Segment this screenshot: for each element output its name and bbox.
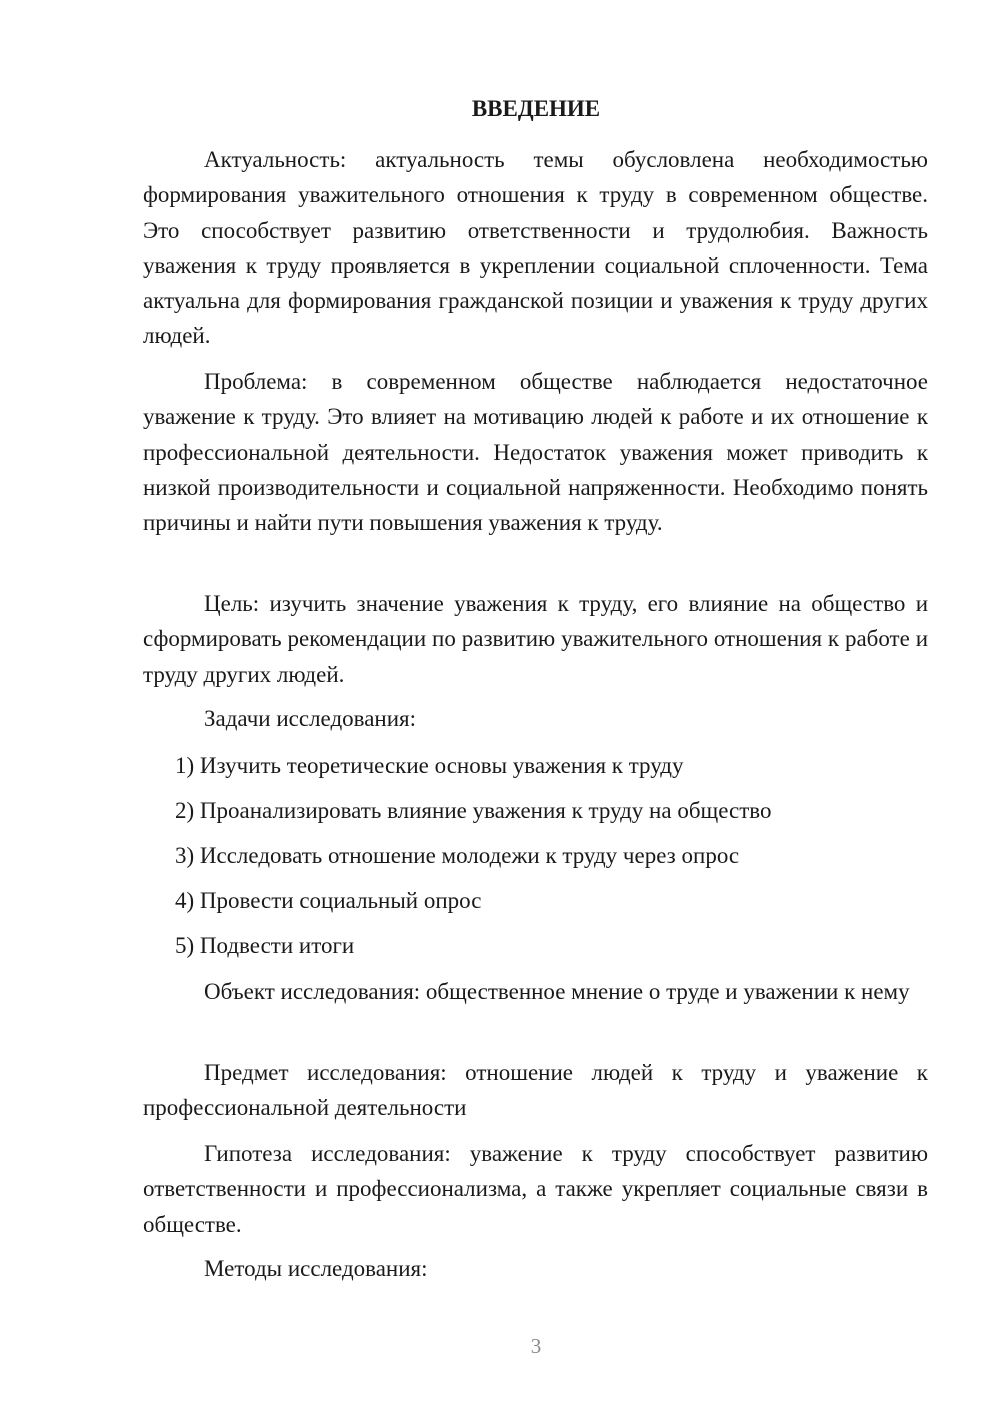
task-item-1: 1) Изучить теоретические основы уважения к труду (175, 753, 684, 778)
task-item-3: 3) Исследовать отношение молодежи к труду через опрос (175, 843, 740, 868)
task-item-4: 4) Провести социальный опрос (175, 888, 482, 913)
hypothesis-paragraph: Гипотеза исследования: уважение к труду способствует развитию ответственности и профессионализма, а также укрепляет социальные связи в обществе. (143, 1141, 928, 1237)
relevance-paragraph: Актуальность: актуальность темы обусловлена необходимостью формирования уважительного отношения к труду в современном обществе. Это способствует развитию ответственности и трудолюбия. Важность уважения к труду проявляется в укреплении социальной сплоченности. Тема актуальна для формирования гражданской позиции и уважения к труду других людей. (143, 147, 928, 349)
task-item-2: 2) Проанализировать влияние уважения к труду на общество (175, 798, 772, 823)
tasks-heading: Задачи исследования: (204, 706, 417, 731)
subject-paragraph: Предмет исследования: отношение людей к труду и уважение к профессиональной деятельности (143, 1060, 928, 1121)
goal-paragraph: Цель: изучить значение уважения к труду, его влияние на общество и сформировать рекомендации по развитию уважительного отношения к работе и труду других людей. (143, 591, 928, 687)
problem-paragraph: Проблема: в современном обществе наблюдается недостаточное уважение к труду. Это влияет на мотивацию людей к работе и их отношение к профессиональной деятельности. Недостаток уважения может приводить к низкой производительности и социальной напряженности. Необходимо понять причины и найти пути повышения уважения к труду. (143, 369, 928, 536)
methods-heading: Методы исследования: (204, 1256, 428, 1281)
section-heading: ВВЕДЕНИЕ (471, 96, 601, 121)
task-item-5: 5) Подвести итоги (175, 933, 355, 958)
object-paragraph: Объект исследования: общественное мнение о труде и уважении к нему (204, 979, 910, 1004)
page-number: 3 (530, 1334, 542, 1358)
